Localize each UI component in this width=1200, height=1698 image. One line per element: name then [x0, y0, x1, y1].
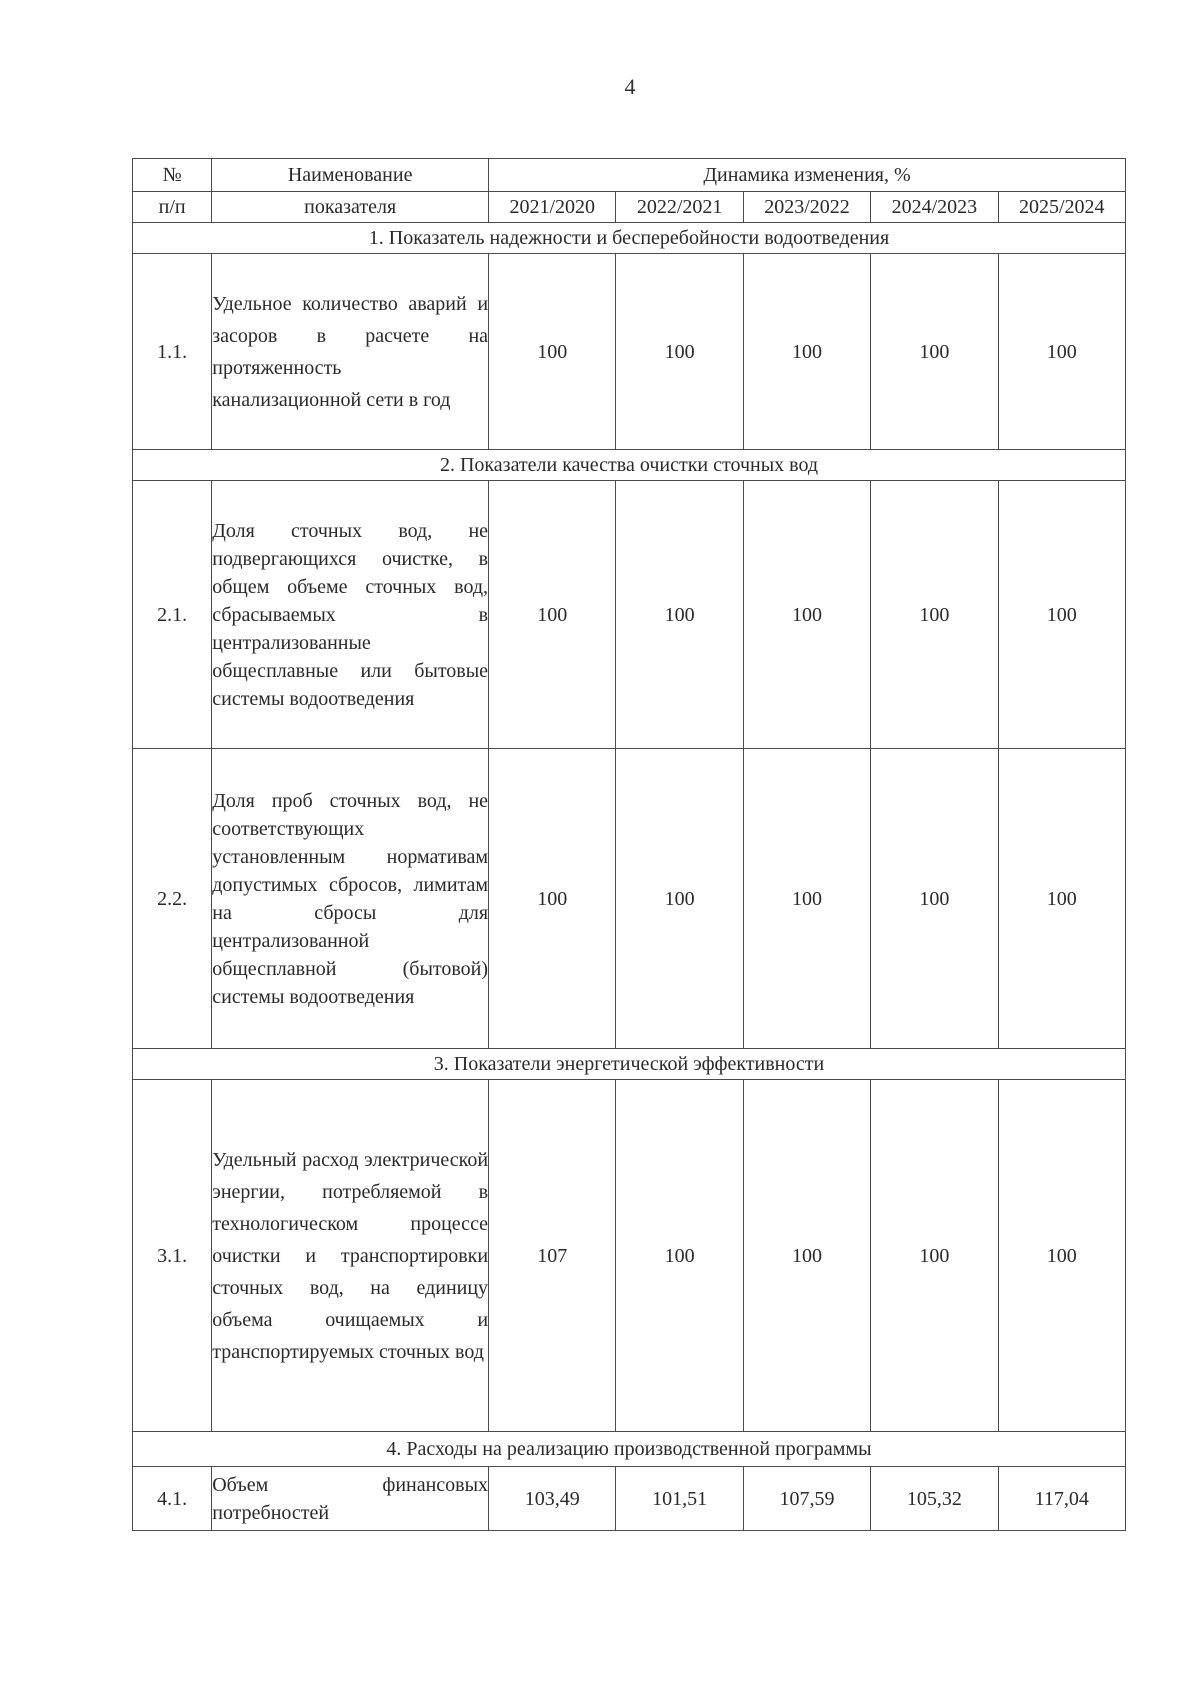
table-row	[133, 749, 1126, 1049]
row-number: 2.1.	[133, 481, 212, 749]
section-title: 4. Расходы на реализацию производственной программы	[133, 1432, 1126, 1467]
section-title: 2. Показатели качества очистки сточных вод	[133, 450, 1126, 481]
row-value: 105,32	[871, 1467, 998, 1531]
row-indicator-name: Удельный расход электрической энергии, потребляемой в технологическом процессе очистки и транспортировки сточных вод, на единицу объема очищаемых и транспортируемых сточных вод	[212, 1080, 489, 1432]
header-num-line1: №	[133, 159, 212, 192]
page-number: 4	[624, 74, 636, 99]
row-number: 3.1.	[133, 1080, 212, 1432]
row-value: 100	[998, 749, 1125, 1049]
header-year: 2023/2022	[743, 192, 870, 223]
row-value: 100	[616, 481, 743, 749]
header-name-line2: показателя	[212, 192, 489, 223]
section-title: 1. Показатель надежности и бесперебойности водоотведения	[133, 223, 1126, 254]
row-value: 107,59	[743, 1467, 870, 1531]
row-value: 100	[871, 749, 998, 1049]
row-value: 100	[616, 1080, 743, 1432]
row-value: 100	[998, 1080, 1125, 1432]
section-row	[133, 1049, 1126, 1080]
header-num-line2: п/п	[133, 192, 212, 223]
row-value: 100	[871, 1080, 998, 1432]
section-row	[133, 450, 1126, 481]
header-year: 2021/2020	[489, 192, 616, 223]
row-value: 100	[616, 749, 743, 1049]
row-value: 100	[489, 254, 616, 450]
row-value: 100	[743, 749, 870, 1049]
row-value: 107	[489, 1080, 616, 1432]
table-row	[133, 254, 1126, 450]
row-value: 101,51	[616, 1467, 743, 1531]
section-row	[133, 223, 1126, 254]
row-value: 100	[489, 481, 616, 749]
row-indicator-name: Объем финансовых потребностей	[212, 1467, 489, 1531]
row-indicator-name: Доля проб сточных вод, не соответствующих установленным нормативам допустимых сбросов, лимитам на сбросы для централизованной общесплавной (бытовой) системы водоотведения	[212, 749, 489, 1049]
row-value: 100	[871, 254, 998, 450]
row-value: 100	[743, 481, 870, 749]
table-header-row-2	[133, 192, 1126, 223]
section-row	[133, 1432, 1126, 1467]
row-number: 2.2.	[133, 749, 212, 1049]
row-value: 103,49	[489, 1467, 616, 1531]
table-row	[133, 481, 1126, 749]
row-value: 100	[489, 749, 616, 1049]
header-year: 2024/2023	[871, 192, 998, 223]
row-value: 100	[871, 481, 998, 749]
table-header-row-1	[133, 159, 1126, 192]
row-number: 1.1.	[133, 254, 212, 450]
row-number: 4.1.	[133, 1467, 212, 1531]
row-indicator-name: Доля сточных вод, не подвергающихся очистке, в общем объеме сточных вод, сбрасываемых в централизованные общесплавные или бытовые системы водоотведения	[212, 481, 489, 749]
row-value: 100	[743, 1080, 870, 1432]
row-value: 100	[998, 254, 1125, 450]
row-indicator-name: Удельное количество аварий и засоров в расчете на протяженность канализационной сети в год	[212, 254, 489, 450]
row-value: 117,04	[998, 1467, 1125, 1531]
row-value: 100	[616, 254, 743, 450]
row-value: 100	[998, 481, 1125, 749]
header-dynamics: Динамика изменения, %	[489, 159, 1126, 192]
header-name-line1: Наименование	[212, 159, 489, 192]
table-row	[133, 1080, 1126, 1432]
header-year: 2022/2021	[616, 192, 743, 223]
header-year: 2025/2024	[998, 192, 1125, 223]
row-value: 100	[743, 254, 870, 450]
indicators-table	[132, 158, 1126, 1531]
table-row	[133, 1467, 1126, 1531]
section-title: 3. Показатели энергетической эффективности	[133, 1049, 1126, 1080]
